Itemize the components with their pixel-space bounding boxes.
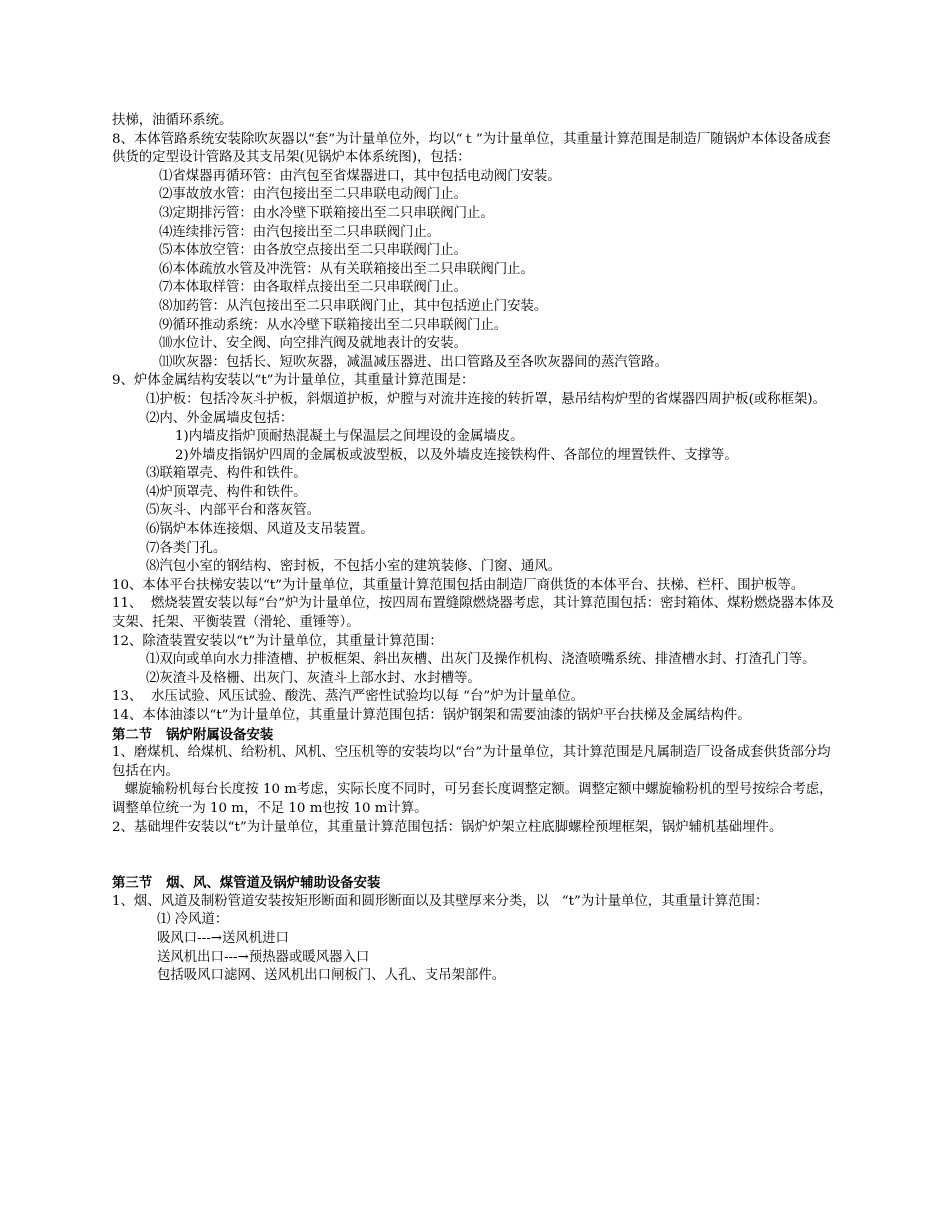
text-line: 螺旋输粉机每台长度按 10 m考虑，实际长度不同时，可另套长度调整定额。调整定额中螺旋输粉机的型号按综合考虑，调整单位统一为 10 m，不足 10 m也按 10 m计算。: [112, 782, 833, 816]
text-line: ⑷连续排污管：由汽包接出至二只串联阀门止。: [159, 224, 441, 240]
text-line: ⑺各类门孔。: [146, 540, 227, 556]
text-line: ⑹本体疏放水管及冲洗管：从有关联箱接出至二只串联阀门止。: [159, 261, 534, 277]
text-line: 包括吸风口滤网、送风机出口闸板门、人孔、支吊架部件。: [157, 968, 506, 984]
text-line: 12、除渣装置安装以“t”为计量单位，其重量计算范围：: [112, 633, 443, 649]
text-line: ⑸本体放空管：由各放空点接出至二只串联阀门止。: [159, 243, 467, 259]
text-line: 1、烟、风道及制粉管道安装按矩形断面和圆形断面以及其壁厚来分类，以 “t”为计量单位，其重量计算范围：: [112, 893, 769, 909]
blank-gap: [112, 837, 840, 874]
text-line: 1、磨煤机、给煤机、给粉机、风机、空压机等的安装均以“台”为计量单位，其计算范围是凡属制造厂设备成套供货部分均包括在内。: [112, 745, 831, 779]
text-line: ⑻汽包小室的钢结构、密封板，不包括小室的建筑装修、门窗、通风。: [146, 559, 562, 575]
section-heading: 第二节 锅炉附属设备安装: [112, 726, 274, 743]
text-line: 1)内墙皮指炉顶耐热混凝土与保温层之间埋设的金属墙皮。: [175, 429, 524, 445]
text-line: 13、 水压试验、风压试验、酸洗、蒸汽严密性试验均以每 “台”炉为计量单位。: [112, 689, 584, 705]
section-heading: 第三节 烟、风、煤管道及锅炉辅助设备安装: [112, 875, 381, 892]
text-line: 8、本体管路系统安装除吹灰器以“套”为计量单位外，均以“ｔ”为计量单位，其重量计算范围是制造厂随锅炉本体设备成套供货的定型设计管路及其支吊架(见锅炉本体系统图)，包括：: [112, 131, 831, 166]
text-line: ⑹锅炉本体连接烟、风道及支吊装置。: [146, 522, 374, 538]
text-line: 送风机出口---→预热器或暖风器入口: [157, 949, 370, 965]
text-line: ⑽水位计、安全阀、向空排汽阀及就地表计的安装。: [159, 336, 467, 352]
text-line: ⑴ 冷风道：: [157, 912, 229, 928]
text-line: ⑵事故放水管：由汽包接出至二只串联电动阀门止。: [159, 187, 467, 203]
text-line: 2、基础埋件安装以“t”为计量单位，其重量计算范围包括：锅炉炉架立柱底脚螺栓预埋框架，锅炉辅机基础埋件。: [112, 819, 783, 835]
text-line: ⑶联箱罩壳、构件和铁件。: [146, 466, 307, 482]
text-line: ⑾吹灰器：包括长、短吹灰器，减温减压器进、出口管路及至各吹灰器间的蒸汽管路。: [159, 354, 668, 370]
text-line: ⑼循环推动系统：从水冷壁下联箱接出至二只串联阀门止。: [159, 317, 508, 333]
text-line: 吸风口---→送风机进口: [157, 930, 289, 946]
text-line: 14、本体油漆以“t”为计量单位，其重量计算范围包括：锅炉钢架和需要油漆的锅炉平台扶梯及金属结构件。: [112, 708, 751, 723]
text-line: ⑵灰渣斗及格栅、出灰门、灰渣斗上部水封、水封槽等。: [146, 670, 481, 686]
text-line: ⑶定期排污管：由水冷壁下联箱接出至二只串联阀门止。: [159, 205, 494, 221]
text-line: 扶梯，油循环系统。: [112, 113, 233, 128]
text-line: ⑺本体取样管：由各取样点接出至二只串联阀门止。: [159, 280, 467, 296]
text-line: ⑴省煤器再循环管：由汽包至省煤器进口，其中包括电动阀门安装。: [159, 168, 561, 184]
text-line: ⑸灰斗、内部平台和落灰管。: [146, 503, 321, 519]
text-line: ⑻加药管：从汽包接出至二只串联阀门止，其中包括逆止门安装。: [159, 298, 548, 314]
text-line: ⑴护板：包括冷灰斗护板，斜烟道护板，炉膛与对流井连接的转折罩，悬吊结构炉型的省煤器四周护板(或称框架)。: [146, 391, 826, 407]
text-line: ⑷炉顶罩壳、构件和铁件。: [146, 484, 307, 500]
text-line: 10、本体平台扶梯安装以“t”为计量单位，其重量计算范围包括由制造厂商供货的本体平台、扶梯、栏杆、围护板等。: [112, 577, 805, 593]
text-line: ⑵内、外金属墙皮包括：: [146, 410, 294, 426]
text-line: 2)外墙皮指锅炉四周的金属板或波型板，以及外墙皮连接铁构件、各部位的埋置铁件、支撑等。: [175, 447, 738, 463]
text-line: ⑴双向或单向水力排渣槽、护板框架、斜出灰槽、出灰门及操作机构、浇渣喷嘴系统、排渣槽水封、打渣孔门等。: [146, 652, 816, 668]
text-line: 9、炉体金属结构安装以“t”为计量单位，其重量计算范围是：: [112, 373, 475, 389]
text-line: 11、 燃烧装置安装以每“台”炉为计量单位，按四周布置缝隙燃烧器考虑，其计算范围包括：密封箱体、煤粉燃烧器本体及支架、托架、平衡装置（滑轮、重锤等）。: [112, 596, 835, 631]
